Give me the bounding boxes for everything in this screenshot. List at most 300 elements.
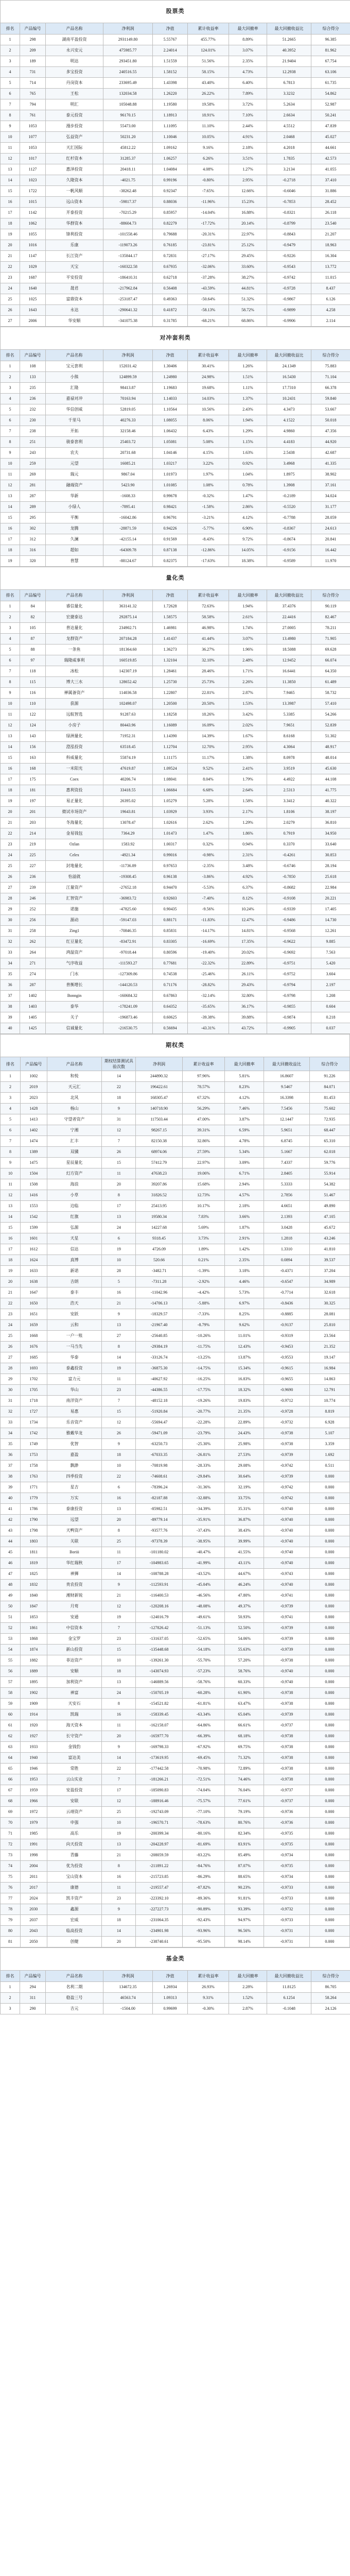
- table-cell: 1416: [21, 1190, 47, 1201]
- table-row[interactable]: [1, 947, 350, 958]
- table-row[interactable]: [1, 1396, 350, 1406]
- table-cell: 132034.58: [103, 89, 153, 99]
- table-row[interactable]: [1, 1515, 350, 1526]
- table-cell: -131637.05: [136, 1634, 183, 1645]
- table-row[interactable]: [1, 459, 350, 469]
- table-row[interactable]: [1, 56, 350, 67]
- table-row[interactable]: [1, 1125, 350, 1136]
- table-cell: 22: [1, 262, 20, 273]
- table-cell: 19.83%: [225, 1396, 264, 1406]
- table-row[interactable]: [1, 1872, 350, 1883]
- table-cell: 2.44%: [229, 121, 267, 132]
- table-row[interactable]: [1, 1580, 350, 1590]
- table-row[interactable]: [1, 132, 350, 143]
- table-row[interactable]: [1, 872, 350, 883]
- table-row[interactable]: [1, 850, 350, 861]
- table-row[interactable]: [1, 926, 350, 937]
- table-row[interactable]: [1, 67, 350, 78]
- table-row[interactable]: [1, 1623, 350, 1634]
- table-row[interactable]: [1, 1493, 350, 1504]
- table-row[interactable]: [1, 1785, 350, 1796]
- table-cell: 南洋资产: [47, 1396, 102, 1406]
- table-row[interactable]: [1, 316, 350, 327]
- table-cell: 云靖资产: [47, 1807, 102, 1818]
- table-row[interactable]: [1, 1893, 350, 1904]
- table-cell: 0.62718: [153, 273, 188, 283]
- column-header[interactable]: 累计收益率: [188, 1971, 229, 1982]
- table-cell: -0.8436: [264, 1298, 309, 1309]
- table-row[interactable]: [1, 121, 350, 132]
- column-header[interactable]: 综合得分: [311, 23, 350, 35]
- column-header[interactable]: 净值: [153, 1971, 188, 1982]
- table-cell: 21.35%: [225, 1406, 264, 1417]
- table-row[interactable]: [1, 1753, 350, 1764]
- table-row[interactable]: [1, 1526, 350, 1536]
- table-cell: 214: [20, 828, 46, 839]
- table-row[interactable]: [1, 1287, 350, 1298]
- table-cell: 澄泓投资: [46, 742, 103, 753]
- table-row[interactable]: [1, 1023, 350, 1034]
- table-cell: 9: [1, 121, 20, 132]
- table-row[interactable]: [1, 251, 350, 262]
- column-header[interactable]: 净值: [153, 590, 188, 601]
- table-row[interactable]: [1, 839, 350, 850]
- table-cell: 42: [1, 1515, 21, 1526]
- table-row[interactable]: [1, 1807, 350, 1818]
- column-header[interactable]: 最大回撤收益比: [264, 1057, 309, 1071]
- table-row[interactable]: [1, 1461, 350, 1471]
- table-row[interactable]: [1, 426, 350, 437]
- table-cell: -0.9738: [264, 1655, 309, 1666]
- column-header[interactable]: 最大回撤收益比: [267, 1971, 311, 1982]
- table-row[interactable]: [1, 1937, 350, 1947]
- table-row[interactable]: [1, 1904, 350, 1915]
- table-cell: 20418.11: [103, 164, 153, 175]
- table-cell: 48.014: [311, 753, 350, 764]
- column-header[interactable]: 净值: [153, 350, 188, 361]
- column-header[interactable]: 综合得分: [311, 1971, 350, 1982]
- table-row[interactable]: [1, 186, 350, 197]
- column-header[interactable]: 累计收益率: [188, 350, 229, 361]
- column-header[interactable]: 综合得分: [309, 1057, 349, 1071]
- table-row[interactable]: [1, 720, 350, 731]
- table-row[interactable]: [1, 99, 350, 110]
- table-row[interactable]: [1, 1136, 350, 1147]
- table-row[interactable]: [1, 1590, 350, 1601]
- table-row[interactable]: [1, 534, 350, 545]
- table-row[interactable]: [1, 273, 350, 283]
- column-header[interactable]: 产品名称: [46, 23, 103, 35]
- column-header[interactable]: 综合得分: [311, 590, 350, 601]
- column-header[interactable]: 最大回撤率: [225, 1057, 264, 1071]
- table-row[interactable]: [1, 1385, 350, 1396]
- table-row[interactable]: [1, 1601, 350, 1612]
- table-cell: 13: [1, 491, 20, 502]
- table-row[interactable]: [1, 197, 350, 208]
- table-row[interactable]: [1, 556, 350, 567]
- table-cell: 1.36273: [153, 645, 188, 655]
- table-cell: -0.9736: [264, 1818, 309, 1828]
- table-row[interactable]: [1, 45, 350, 56]
- table-row[interactable]: [1, 394, 350, 404]
- table-row[interactable]: [1, 1547, 350, 1558]
- column-header[interactable]: 排名: [1, 23, 20, 35]
- table-row[interactable]: [1, 89, 350, 99]
- table-row[interactable]: [1, 1104, 350, 1114]
- column-header[interactable]: 累计收益率: [182, 1057, 224, 1071]
- table-row[interactable]: [1, 666, 350, 677]
- table-row[interactable]: [1, 1471, 350, 1482]
- table-cell: 64.350: [311, 666, 350, 677]
- table-row[interactable]: [1, 1764, 350, 1774]
- column-header[interactable]: 产品编号: [21, 1057, 47, 1071]
- table-row[interactable]: [1, 1406, 350, 1417]
- table-row[interactable]: [1, 1742, 350, 1753]
- table-row[interactable]: [1, 154, 350, 164]
- table-cell: 28.081: [309, 1309, 349, 1320]
- table-cell: -54.18%: [182, 1645, 224, 1655]
- column-header[interactable]: 最大回撤率: [229, 1971, 267, 1982]
- table-row[interactable]: [1, 1179, 350, 1190]
- table-row[interactable]: [1, 448, 350, 459]
- column-header[interactable]: 净利润: [103, 350, 153, 361]
- table-row[interactable]: [1, 1093, 350, 1104]
- table-row[interactable]: [1, 164, 350, 175]
- table-row[interactable]: [1, 807, 350, 818]
- table-row[interactable]: [1, 937, 350, 947]
- table-row[interactable]: [1, 893, 350, 904]
- table-cell: 58.58%: [188, 612, 229, 623]
- table-cell: -177442.58: [136, 1764, 183, 1774]
- table-cell: 0.000: [309, 1547, 349, 1558]
- table-cell: 50: [1, 1601, 21, 1612]
- table-row[interactable]: [1, 634, 350, 645]
- table-row[interactable]: [1, 143, 350, 154]
- table-row[interactable]: [1, 1828, 350, 1839]
- column-header[interactable]: 产品编号: [20, 590, 46, 601]
- table-row[interactable]: [1, 731, 350, 742]
- table-row[interactable]: [1, 305, 350, 316]
- table-cell: 43.246: [309, 1233, 349, 1244]
- table-cell: 骏泰套利: [46, 437, 103, 448]
- column-header[interactable]: 净利润: [103, 23, 153, 35]
- table-row[interactable]: [1, 796, 350, 807]
- table-cell: 浩天: [47, 1298, 102, 1309]
- table-row[interactable]: [1, 1277, 350, 1287]
- table-cell: 1077: [20, 132, 46, 143]
- column-header[interactable]: 排名: [1, 1971, 20, 1982]
- table-cell: 59.840: [311, 394, 350, 404]
- table-cell: 11.3850: [267, 677, 311, 688]
- table-cell: 小绿人: [46, 502, 103, 513]
- table-row[interactable]: [1, 1677, 350, 1688]
- table-row[interactable]: [1, 1244, 350, 1255]
- table-cell: 0.218: [311, 1012, 350, 1023]
- column-header[interactable]: 净利润: [136, 1057, 183, 1071]
- table-cell: -95.50%: [182, 1937, 224, 1947]
- table-row[interactable]: [1, 785, 350, 796]
- table-cell: 嘉禄对冲: [46, 394, 103, 404]
- table-row[interactable]: [1, 502, 350, 513]
- column-header[interactable]: 产品名称: [46, 590, 103, 601]
- table-row[interactable]: [1, 1114, 350, 1125]
- table-row[interactable]: [1, 262, 350, 273]
- table-row[interactable]: [1, 1082, 350, 1093]
- table-cell: 2.18%: [225, 1201, 264, 1212]
- table-row[interactable]: [1, 1158, 350, 1168]
- table-row[interactable]: [1, 818, 350, 828]
- table-cell: 6: [102, 1482, 136, 1493]
- table-cell: 新诺: [47, 1266, 102, 1277]
- table-row[interactable]: [1, 404, 350, 415]
- table-cell: 0.000: [309, 1558, 349, 1569]
- table-row[interactable]: [1, 1612, 350, 1623]
- table-row[interactable]: [1, 480, 350, 491]
- table-row[interactable]: [1, 1201, 350, 1212]
- table-cell: -0.9735: [264, 1861, 309, 1872]
- table-cell: 易惠: [47, 1406, 102, 1417]
- table-row[interactable]: [1, 2004, 350, 2014]
- table-row[interactable]: [1, 709, 350, 720]
- table-cell: 1403: [20, 1002, 46, 1012]
- table-cell: 39.88%: [229, 1012, 267, 1023]
- table-row[interactable]: [1, 1839, 350, 1850]
- table-cell: 汇隆: [46, 383, 103, 394]
- table-row[interactable]: [1, 1190, 350, 1201]
- table-row[interactable]: [1, 1012, 350, 1023]
- table-cell: 1.58%: [229, 796, 267, 807]
- table-row[interactable]: [1, 1342, 350, 1352]
- table-cell: 23: [1, 273, 20, 283]
- table-cell: 65.04%: [225, 1709, 264, 1720]
- column-header[interactable]: 最大回撤率: [229, 350, 267, 361]
- table-cell: 90.23%: [225, 1883, 264, 1893]
- column-header[interactable]: 排名: [1, 590, 20, 601]
- table-row[interactable]: [1, 1850, 350, 1861]
- table-cell: 46563.74: [103, 1993, 153, 2004]
- table-row[interactable]: [1, 1634, 350, 1645]
- table-cell: 4.258: [311, 305, 350, 316]
- table-cell: 6.97%: [225, 1298, 264, 1309]
- table-row[interactable]: [1, 904, 350, 915]
- table-row[interactable]: [1, 1861, 350, 1872]
- table-cell: 66: [1, 1774, 21, 1785]
- table-cell: 0.000: [309, 1818, 349, 1828]
- column-header[interactable]: 产品名称: [47, 1057, 102, 1071]
- table-row[interactable]: [1, 774, 350, 785]
- table-row[interactable]: [1, 1482, 350, 1493]
- column-header[interactable]: 最大回撤收益比: [267, 350, 311, 361]
- column-header[interactable]: 最大回撤收益比: [267, 590, 311, 601]
- table-cell: -238740.61: [136, 1937, 183, 1947]
- table-row[interactable]: [1, 1439, 350, 1450]
- table-cell: 1811: [21, 1547, 47, 1558]
- table-row[interactable]: [1, 1266, 350, 1277]
- table-cell: 79.19%: [225, 1807, 264, 1818]
- column-header[interactable]: 净值: [153, 23, 188, 35]
- table-cell: 富力元: [47, 1374, 102, 1385]
- table-row[interactable]: [1, 1558, 350, 1569]
- table-row[interactable]: [1, 1363, 350, 1374]
- table-row[interactable]: [1, 283, 350, 294]
- table-row[interactable]: [1, 1774, 350, 1785]
- table-row[interactable]: [1, 1309, 350, 1320]
- column-header[interactable]: 产品名称: [46, 1971, 103, 1982]
- table-row[interactable]: [1, 361, 350, 372]
- table-row[interactable]: [1, 980, 350, 991]
- table-cell: -188916.46: [136, 1796, 183, 1807]
- column-header[interactable]: 期权结算测试具验次数: [102, 1057, 136, 1071]
- table-row[interactable]: [1, 523, 350, 534]
- table-row[interactable]: [1, 1569, 350, 1580]
- table-cell: 常胜: [47, 1764, 102, 1774]
- table-cell: 1.79%: [229, 774, 267, 785]
- table-cell: 71: [1, 1828, 21, 1839]
- table-row[interactable]: [1, 1982, 350, 1993]
- table-row[interactable]: [1, 1071, 350, 1082]
- table-row[interactable]: [1, 1212, 350, 1223]
- table-row[interactable]: [1, 688, 350, 699]
- table-row[interactable]: [1, 218, 350, 229]
- column-header[interactable]: 最大回撤率: [229, 23, 267, 35]
- table-cell: 1.37%: [229, 394, 267, 404]
- table-row[interactable]: [1, 1331, 350, 1342]
- table-row[interactable]: [1, 1002, 350, 1012]
- column-header[interactable]: 产品编号: [20, 350, 46, 361]
- table-row[interactable]: [1, 677, 350, 688]
- table-row[interactable]: [1, 828, 350, 839]
- table-row[interactable]: [1, 1168, 350, 1179]
- table-row[interactable]: [1, 1536, 350, 1547]
- column-header[interactable]: 排名: [1, 350, 20, 361]
- table-cell: 3.0428: [264, 1223, 309, 1233]
- table-row[interactable]: [1, 415, 350, 426]
- table-row[interactable]: [1, 437, 350, 448]
- table-row[interactable]: [1, 1645, 350, 1655]
- table-cell: 江量资产: [46, 883, 103, 893]
- table-cell: 17.405: [311, 904, 350, 915]
- table-row[interactable]: [1, 883, 350, 893]
- table-row[interactable]: [1, 753, 350, 764]
- table-row[interactable]: [1, 645, 350, 655]
- table-row[interactable]: [1, 623, 350, 634]
- table-cell: 9.31%: [188, 1993, 229, 2004]
- table-row[interactable]: [1, 372, 350, 383]
- table-row[interactable]: [1, 1655, 350, 1666]
- table-cell: 62: [1, 1731, 21, 1742]
- table-row[interactable]: [1, 1374, 350, 1385]
- table-row[interactable]: [1, 1915, 350, 1926]
- table-row[interactable]: [1, 764, 350, 774]
- column-header[interactable]: 累计收益率: [188, 23, 229, 35]
- table-row[interactable]: [1, 1223, 350, 1233]
- table-cell: 234902.71: [103, 623, 153, 634]
- table-row[interactable]: [1, 958, 350, 969]
- table-row[interactable]: [1, 1255, 350, 1266]
- column-header[interactable]: 最大回撤收益比: [267, 23, 311, 35]
- table-row[interactable]: [1, 991, 350, 1002]
- table-cell: 菲达资产: [47, 1655, 102, 1666]
- table-row[interactable]: [1, 1428, 350, 1439]
- table-row[interactable]: [1, 469, 350, 480]
- table-cell: -146889.56: [136, 1677, 183, 1688]
- table-row[interactable]: [1, 969, 350, 980]
- table-cell: 10.56%: [188, 404, 229, 415]
- table-row[interactable]: [1, 655, 350, 666]
- table-cell: 高乐: [47, 1828, 102, 1839]
- table-row[interactable]: [1, 1720, 350, 1731]
- table-row[interactable]: [1, 1450, 350, 1461]
- table-row[interactable]: [1, 601, 350, 612]
- table-row[interactable]: [1, 294, 350, 305]
- table-cell: 32.19%: [225, 1482, 264, 1493]
- table-row[interactable]: [1, 1666, 350, 1677]
- table-row[interactable]: [1, 1818, 350, 1828]
- table-row[interactable]: [1, 1993, 350, 2004]
- table-row[interactable]: [1, 1699, 350, 1709]
- column-header[interactable]: 排名: [1, 1057, 21, 1071]
- table-cell: 20.50%: [188, 699, 229, 709]
- table-row[interactable]: [1, 110, 350, 121]
- table-cell: -7311.28: [136, 1277, 183, 1287]
- table-row[interactable]: [1, 491, 350, 502]
- table-row[interactable]: [1, 229, 350, 240]
- table-row[interactable]: [1, 1731, 350, 1742]
- column-header[interactable]: 产品名称: [46, 350, 103, 361]
- table-row[interactable]: [1, 1320, 350, 1331]
- column-header[interactable]: 累计收益率: [188, 590, 229, 601]
- table-row[interactable]: [1, 208, 350, 218]
- table-row[interactable]: [1, 513, 350, 523]
- table-row[interactable]: [1, 1147, 350, 1158]
- column-header[interactable]: 产品编号: [20, 23, 46, 35]
- table-row[interactable]: [1, 1352, 350, 1363]
- table-row[interactable]: [1, 383, 350, 394]
- column-header[interactable]: 最大回撤率: [229, 590, 267, 601]
- table-row[interactable]: [1, 78, 350, 89]
- table-row[interactable]: [1, 545, 350, 556]
- table-row[interactable]: [1, 861, 350, 872]
- table-row[interactable]: [1, 240, 350, 251]
- column-header[interactable]: 产品编号: [20, 1971, 46, 1982]
- table-cell: 0.94226: [153, 523, 188, 534]
- table-row[interactable]: [1, 1298, 350, 1309]
- table-cell: 14: [1, 175, 20, 186]
- column-header[interactable]: 综合得分: [311, 350, 350, 361]
- table-cell: 14: [1, 742, 20, 753]
- table-row[interactable]: [1, 1688, 350, 1699]
- table-row[interactable]: [1, 1233, 350, 1244]
- table-cell: 7: [1, 426, 20, 437]
- table-row[interactable]: [1, 175, 350, 186]
- table-row[interactable]: [1, 35, 350, 45]
- table-cell: 77: [1, 1893, 21, 1904]
- table-row[interactable]: [1, 1504, 350, 1515]
- column-header[interactable]: 净利润: [103, 1971, 153, 1982]
- table-row[interactable]: [1, 699, 350, 709]
- table-row[interactable]: [1, 1417, 350, 1428]
- table-cell: 富鼎资本: [46, 294, 103, 305]
- table-row[interactable]: [1, 1883, 350, 1893]
- table-row[interactable]: [1, 612, 350, 623]
- table-row[interactable]: [1, 1926, 350, 1937]
- table-row[interactable]: [1, 1796, 350, 1807]
- table-row[interactable]: [1, 742, 350, 753]
- table-row[interactable]: [1, 915, 350, 926]
- table-cell: -27.17%: [188, 251, 229, 262]
- column-header[interactable]: 净利润: [103, 590, 153, 601]
- table-row[interactable]: [1, 1709, 350, 1720]
